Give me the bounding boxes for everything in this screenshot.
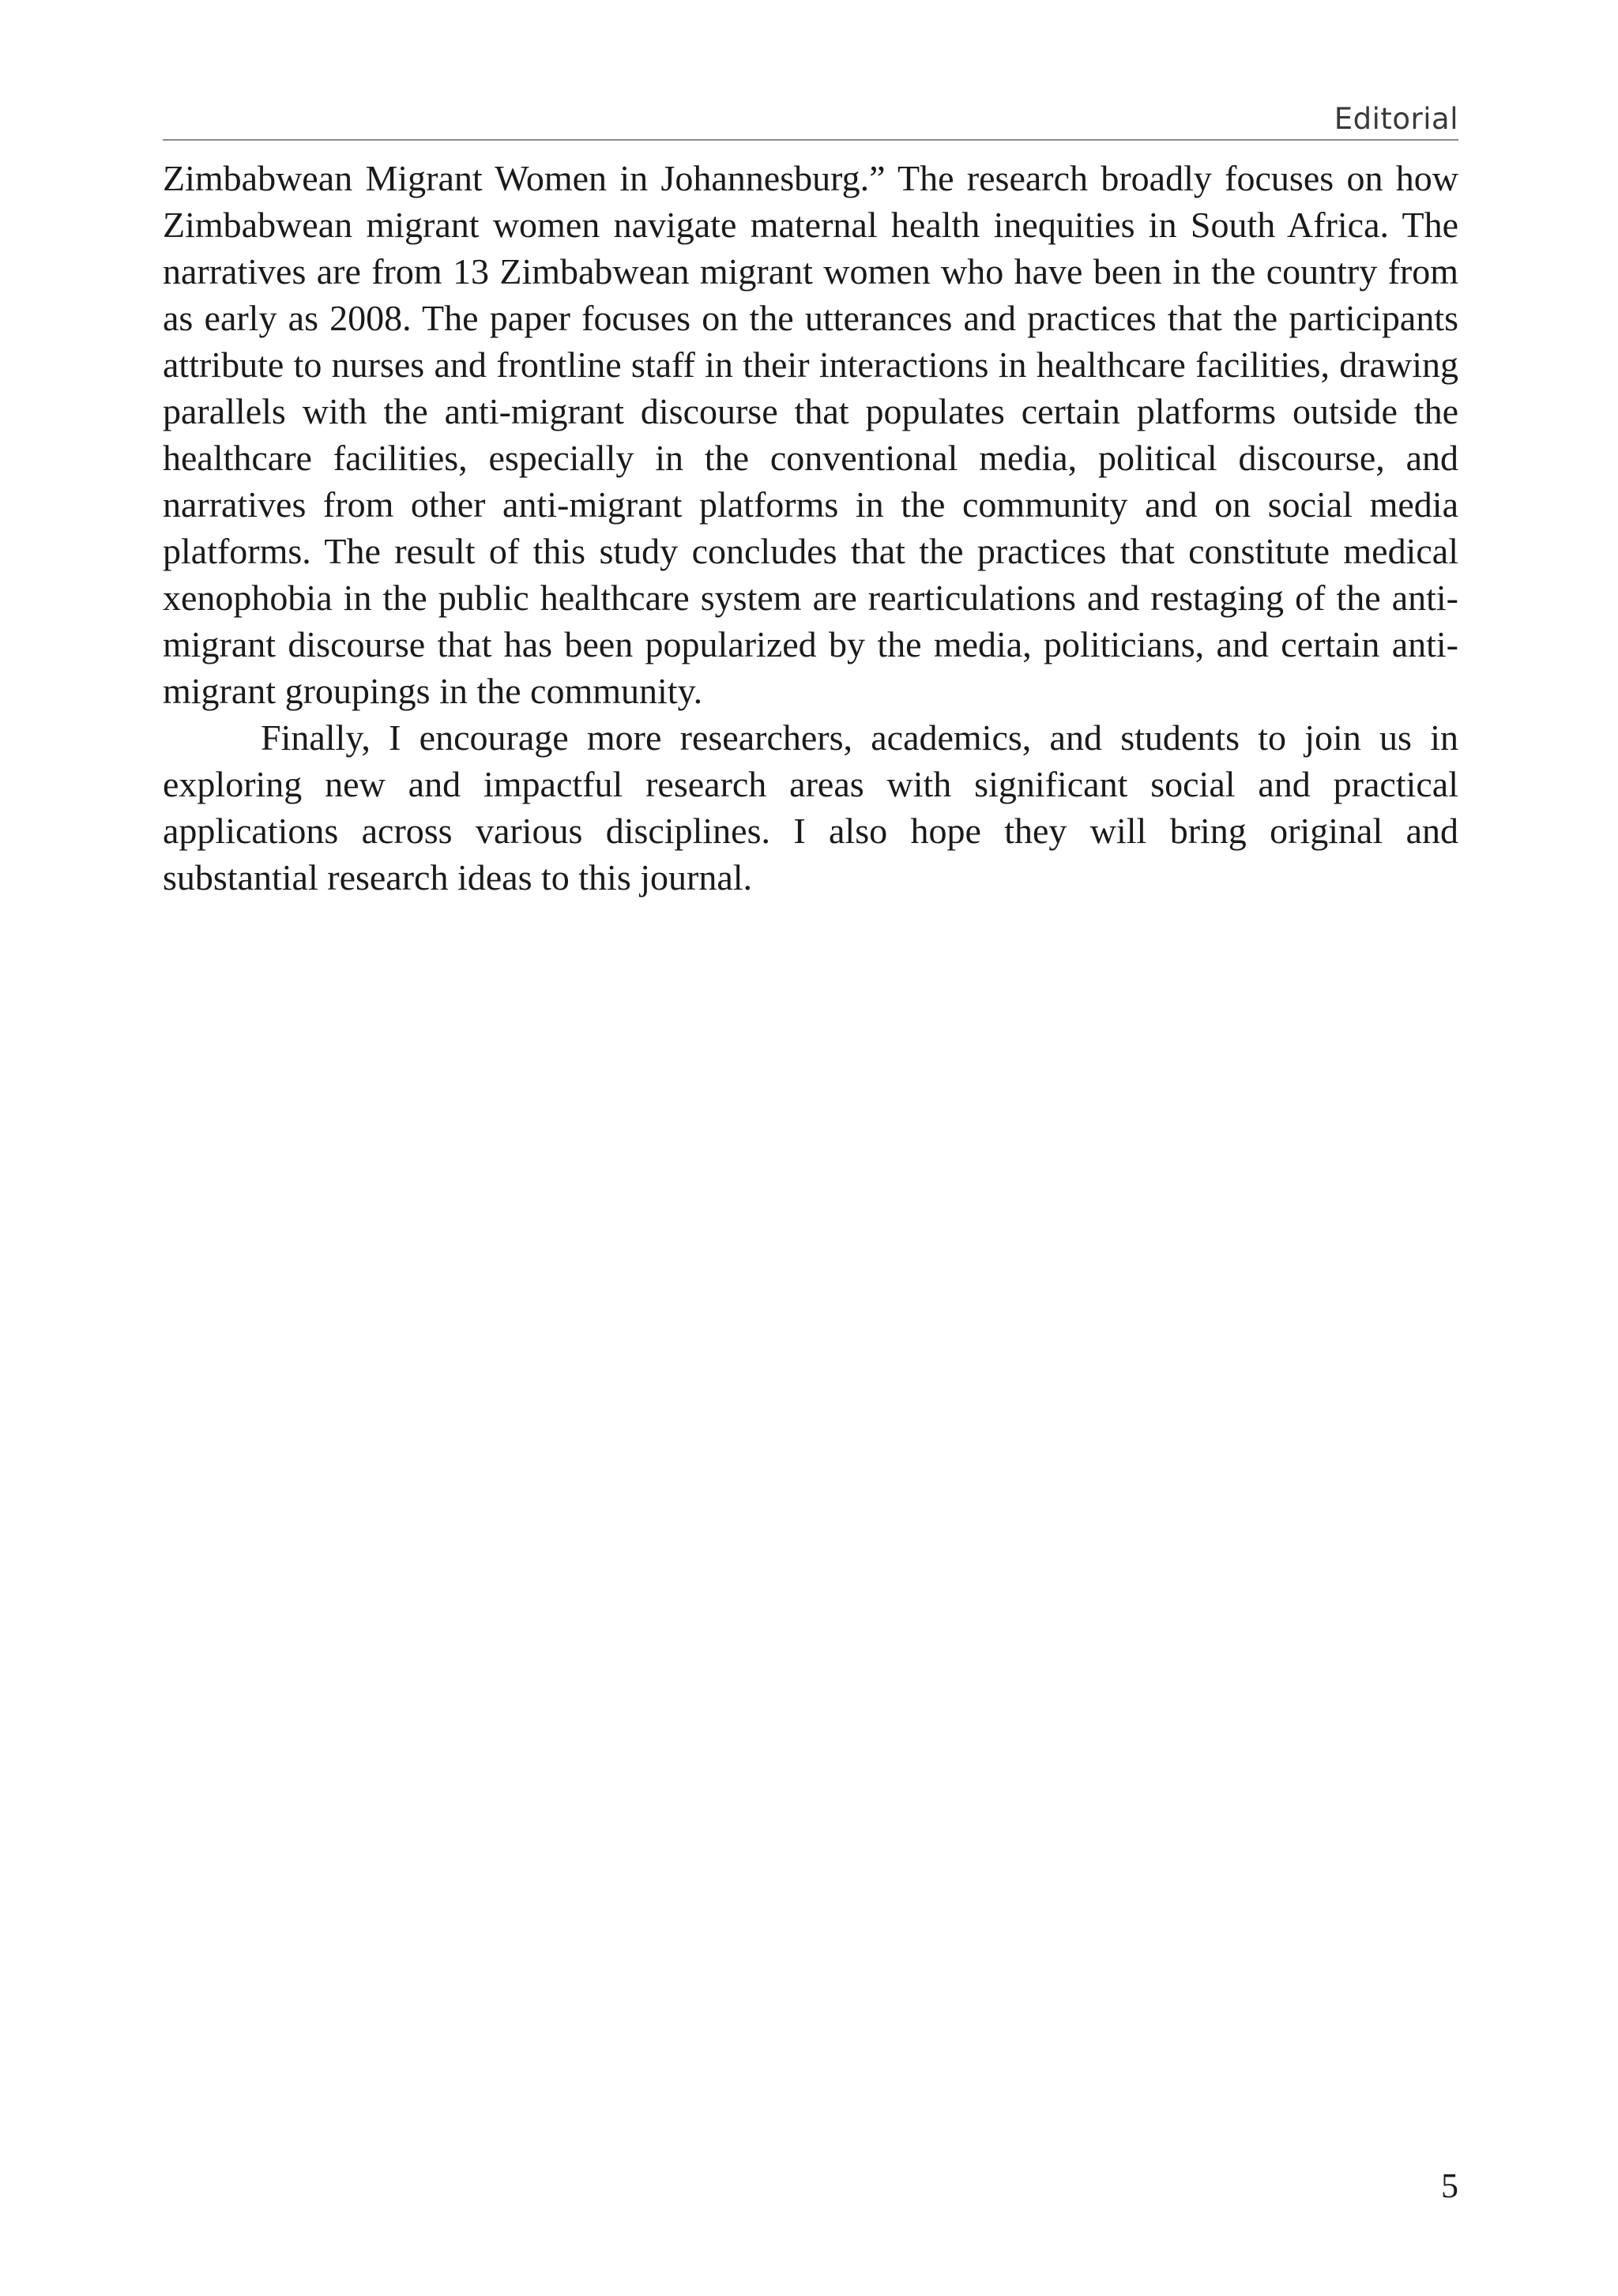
page-number: 5 (1441, 2166, 1458, 2205)
paragraph-continuation: Zimbabwean Migrant Women in Johannesburg.” The research broadly focuses on how Zimbabwean migrant women navigate maternal health inequities in South Africa. The narratives are from 13 Zimbabwean migrant women who have been in the country from as early as 2008. The paper focuses on the utterances and practices that the participants attribute to nurses and frontline staff in their interactions in healthcare facilities, drawing parallels with the anti-migrant discourse that populates certain platforms outside the healthcare facilities, especially in the conventional media, political discourse, and narratives from other anti-migrant platforms in the community and on social media platforms. The result of this study concludes that the practices that constitute medical xenophobia in the public healthcare system are rearticulations and restaging of the anti-migrant discourse that has been popularized by the media, politicians, and certain anti-migrant groupings in the community. (163, 158, 1458, 711)
running-header (163, 101, 1458, 141)
body-text (163, 155, 1458, 901)
paragraph-closing: Finally, I encourage more researchers, academics, and students to join us in exploring new and impactful research areas with significant social and practical applications across various disciplines. I also hope they will bring original and substantial research ideas to this journal. (163, 717, 1458, 898)
running-header-title: Editorial (1334, 102, 1458, 136)
